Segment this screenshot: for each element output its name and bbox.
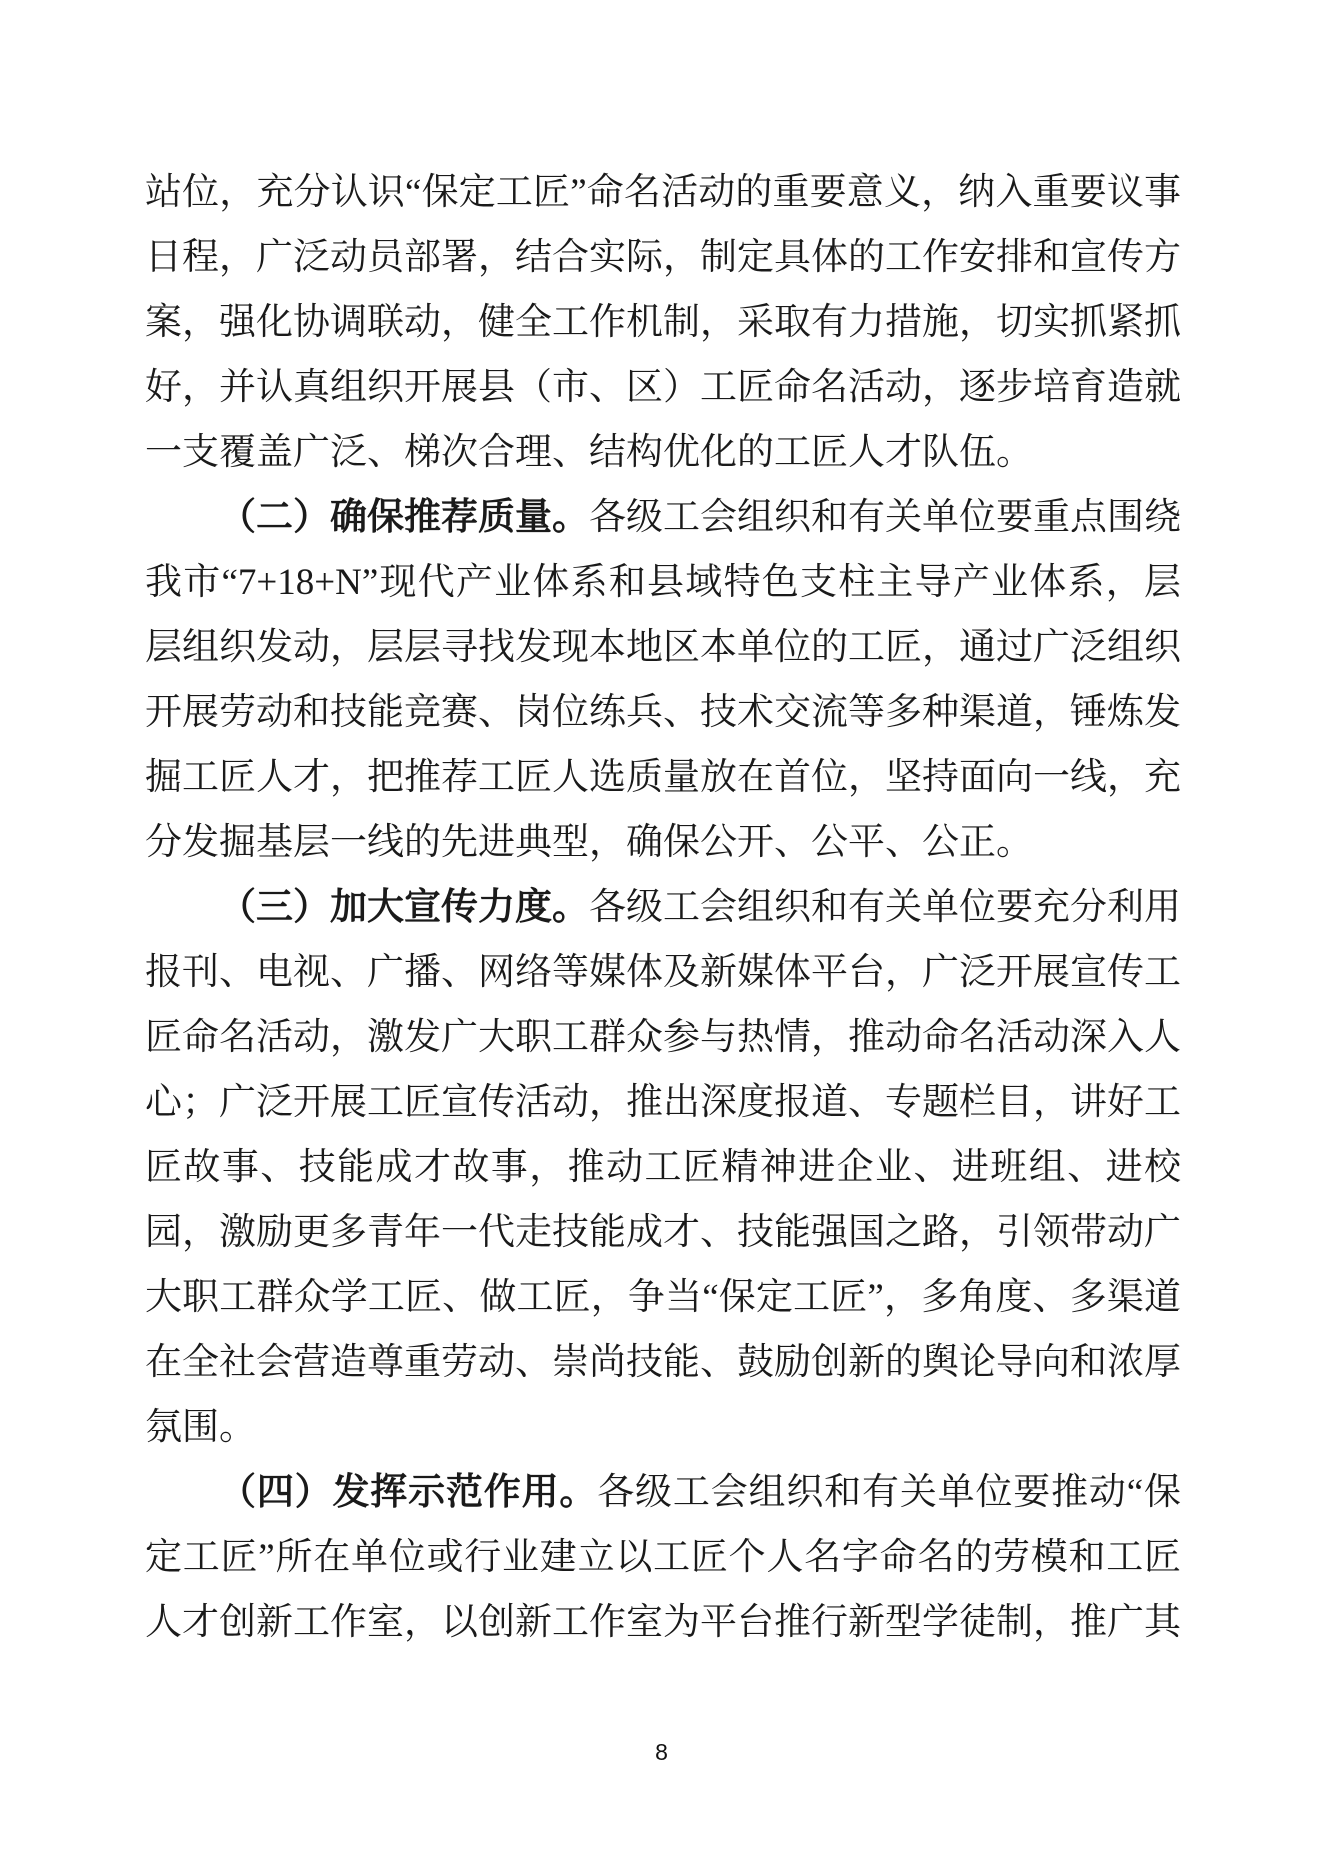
paragraph-lead: （四）发挥示范作用。 [219, 1472, 598, 1513]
paragraph-lead: （三）加大宣传力度。 [219, 887, 589, 928]
page-number: 8 [655, 1739, 668, 1765]
paragraph-lead: （二）确保推荐质量。 [219, 497, 589, 538]
paragraph-body: 各级工会组织和有关单位要充分利用报刊、电视、广播、网络等媒体及新媒体平台，广泛开展宣传工匠命名活动，激发广大职工群众参与热情，推动命名活动深入人心；广泛开展工匠宣传活动，推出深度报道、专题栏目，讲好工匠故事、技能成才故事，推动工匠精神进企业、进班组、进校园，激励更多青年一代走技能成才、技能强国之路，引领带动广大职工群众学工匠、做工匠，争当“保定工匠”，多角度、多渠道在全社会营造尊重劳动、崇尚技能、鼓励创新的舆论导向和浓厚氛围。 [145, 887, 1181, 1448]
document-body [145, 160, 1181, 1655]
paragraph-body: 各级工会组织和有关单位要重点围绕我市“7+18+N”现代产业体系和县域特色支柱主导产业体系，层层组织发动，层层寻找发现本地区本单位的工匠，通过广泛组织开展劳动和技能竞赛、岗位练兵、技术交流等多种渠道，锤炼发掘工匠人才，把推荐工匠人选质量放在首位，坚持面向一线，充分发掘基层一线的先进典型，确保公开、公平、公正。 [145, 497, 1181, 863]
paragraph-body: 站位，充分认识“保定工匠”命名活动的重要意义，纳入重要议事日程，广泛动员部署，结合实际，制定具体的工作安排和宣传方案，强化协调联动，健全工作机制，采取有力措施，切实抓紧抓好，并认真组织开展县（市、区）工匠命名活动，逐步培育造就一支覆盖广泛、梯次合理、结构优化的工匠人才队伍。 [145, 172, 1181, 473]
paragraph [145, 875, 1181, 1460]
paragraph [145, 485, 1181, 875]
paragraph-body: 各级工会组织和有关单位要推动“保定工匠”所在单位或行业建立以工匠个人名字命名的劳模和工匠人才创新工作室，以创新工作室为平台推行新型学徒制，推广其 [145, 1472, 1182, 1643]
paragraph [145, 1460, 1181, 1655]
paragraph [145, 160, 1181, 485]
